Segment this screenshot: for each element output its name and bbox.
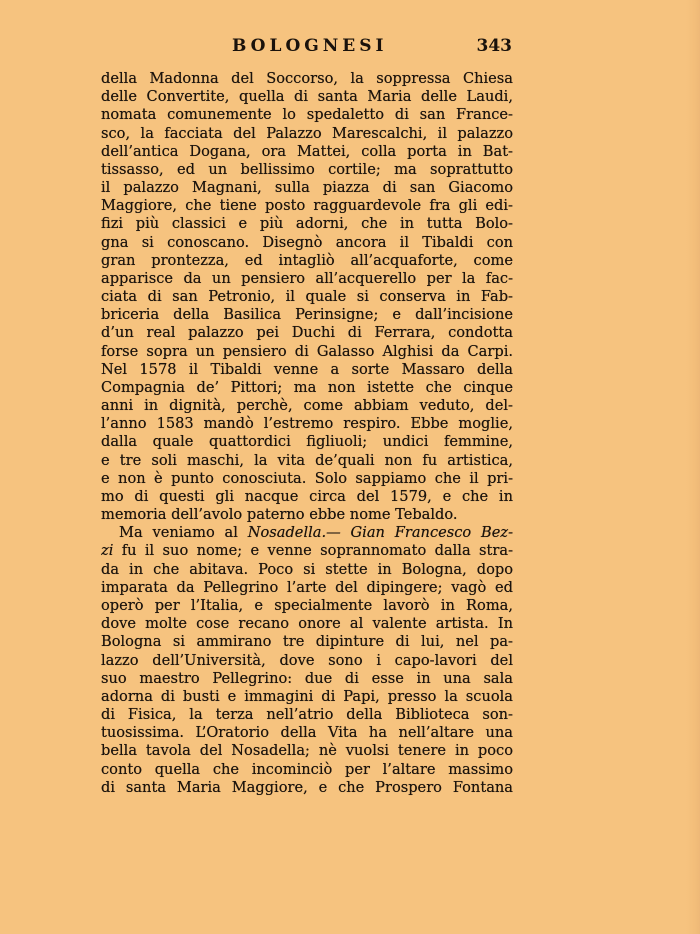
- body-text: [101, 70, 513, 797]
- page-edge-shadow: [686, 0, 700, 934]
- text-line: l’anno 1583 mandò l’estremo respiro. Ebbe moglie,: [101, 415, 513, 433]
- text-line: adorna di busti e immagini di Papi, presso la scuola: [101, 687, 513, 705]
- page-header: [100, 36, 512, 60]
- text-line: e tre soli maschi, la vita de’quali non fu artistica,: [101, 451, 513, 469]
- text-run: Ma veniamo al: [119, 524, 248, 542]
- text-line: conto quella che incominciò per l’altare massimo: [101, 760, 513, 778]
- text-line: lazzo dell’Università, dove sono i capo-lavori del: [101, 651, 513, 669]
- running-title: BOLOGNESI: [232, 36, 388, 56]
- text-run: fu il suo nome; e venne soprannomato dalla stra-: [113, 542, 513, 560]
- text-line: apparisce da un pensiero all’acquerello per la fac-: [101, 269, 513, 287]
- text-line: memoria dell’avolo paterno ebbe nome Tebaldo.: [101, 506, 458, 524]
- text-line: [101, 542, 513, 560]
- text-line: operò per l’Italia, e specialmente lavorò in Roma,: [101, 596, 513, 614]
- text-line: suo maestro Pellegrino: due di esse in una sala: [101, 669, 513, 687]
- text-line: anni in dignità, perchè, come abbiam veduto, del-: [101, 397, 513, 415]
- text-line: dove molte cose recano onore al valente artista. In: [101, 615, 513, 633]
- text-line: ciata di san Petronio, il quale si conserva in Fab-: [101, 288, 513, 306]
- text-line: fizi più classici e più adorni, che in tutta Bolo-: [101, 215, 513, 233]
- text-line: il palazzo Magnani, sulla piazza di san Giacomo: [101, 179, 513, 197]
- text-line: dalla quale quattordici figliuoli; undici femmine,: [101, 433, 513, 451]
- text-line: tuosissima. L’Oratorio della Vita ha nell’altare una: [101, 724, 513, 742]
- text-line: gran prontezza, ed intagliò all’acquaforte, come: [101, 251, 513, 269]
- text-line: gna si conoscano. Disegnò ancora il Tibaldi con: [101, 233, 513, 251]
- text-line: e non è punto conosciuta. Solo sappiamo che il pri-: [101, 469, 513, 487]
- text-line: dell’antica Dogana, ora Mattei, colla porta in Bat-: [101, 142, 513, 160]
- text-line: [101, 524, 513, 542]
- text-line: tissasso, ed un bellissimo cortile; ma soprattutto: [101, 160, 513, 178]
- text-line: della Madonna del Soccorso, la soppressa Chiesa: [101, 70, 513, 87]
- text-line: sco, la facciata del Palazzo Marescalchi, il palazzo: [101, 124, 513, 142]
- text-line: imparata da Pellegrino l’arte del dipingere; vagò ed: [101, 578, 513, 596]
- text-line: Bologna si ammirano tre dipinture di lui, nel pa-: [101, 633, 513, 651]
- page-number: 343: [476, 36, 512, 56]
- text-line: di Fisica, la terza nell’atrio della Biblioteca son-: [101, 706, 513, 724]
- text-line: d’un real palazzo pei Duchi di Ferrara, condotta: [101, 324, 513, 342]
- text-line: da in che abitava. Poco si stette in Bologna, dopo: [101, 560, 513, 578]
- text-line: di santa Maria Maggiore, e che Prospero Fontana: [101, 778, 513, 796]
- paragraph-1: [101, 70, 513, 524]
- paragraph-2: [101, 524, 513, 797]
- text-line: Maggiore, che tiene posto ragguardevole fra gli edi-: [101, 197, 513, 215]
- text-line: delle Convertite, quella di santa Maria delle Laudi,: [101, 88, 513, 106]
- artist-name-italic: Nosadella.— Gian Francesco Bez-: [247, 524, 513, 542]
- text-line: forse sopra un pensiero di Galasso Alghisi da Carpi.: [101, 342, 513, 360]
- text-line: briceria della Basilica Perinsigne; e dall’incisione: [101, 306, 513, 324]
- text-line: bella tavola del Nosadella; nè vuolsi tenere in poco: [101, 742, 513, 760]
- text-line: nomata comunemente lo spedaletto di san France-: [101, 106, 513, 124]
- text-line: Nel 1578 il Tibaldi venne a sorte Massaro della: [101, 360, 513, 378]
- artist-name-italic: zi: [101, 542, 114, 560]
- text-line: mo di questi gli nacque circa del 1579, e che in: [101, 487, 513, 505]
- text-line: Compagnia de’ Pittori; ma non istette che cinque: [101, 378, 513, 396]
